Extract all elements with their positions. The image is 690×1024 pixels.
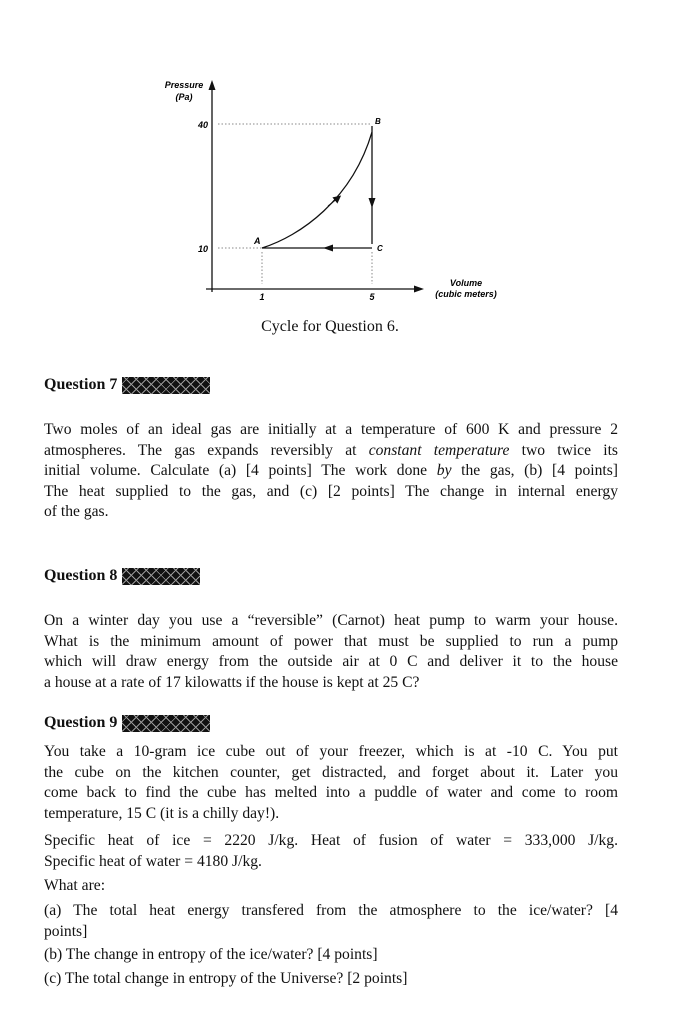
q9-line-3: come back to find the cube has melted into a puddle of water and come to room <box>44 784 618 801</box>
question-9-constants <box>44 831 618 872</box>
x-axis-label-2: (cubic meters) <box>435 289 497 299</box>
question-9-body <box>44 742 618 824</box>
q9-line-2: the cube on the kitchen counter, get distracted, and forget about it. Later you <box>44 763 618 781</box>
pv-diagram <box>0 0 690 360</box>
x-tick-5: 5 <box>369 292 375 302</box>
question-8-title: Question 8 <box>44 567 118 584</box>
redacted-points <box>122 377 210 394</box>
redacted-points <box>122 568 200 585</box>
y-tick-40: 40 <box>198 120 209 130</box>
point-a-label: A <box>254 236 261 246</box>
point-b-label: B <box>375 117 381 126</box>
x-axis-arrow <box>414 286 424 293</box>
question-8-heading <box>44 567 200 585</box>
curve-arrow <box>328 198 338 206</box>
y-axis-label-2: (Pa) <box>175 92 193 102</box>
q7-line-1: Two moles of an ideal gas are initially at a temperature of 600 K and pressure 2 <box>44 421 618 438</box>
x-axis-label-1: Volume <box>449 278 483 288</box>
q9-specific-heat-line: Specific heat of ice = 2220 J/kg. Heat of fusion of water = 333,000 J/kg. <box>44 832 618 849</box>
q8-line-1: On a winter day you use a “reversible” (Carnot) heat pump to warm your house. <box>44 612 618 629</box>
q9-line-4: temperature, 15 C (it is a chilly day!). <box>44 804 280 822</box>
point-c-label: C <box>377 244 383 253</box>
q9-what-are: What are: <box>44 877 106 894</box>
arrow-left <box>323 245 333 252</box>
q9-line-1: You take a 10-gram ice cube out of your freezer, which is at -10 C. You put <box>44 743 618 760</box>
y-axis-label-1: Pressure <box>164 80 204 90</box>
curve-a-to-b <box>262 132 372 248</box>
question-9-heading <box>44 714 210 732</box>
q8-line-2: What is the minimum amount of power that must be supplied to run a pump <box>44 632 618 650</box>
x-tick-1: 1 <box>259 292 265 302</box>
q7-line-5: of the gas. <box>44 503 109 520</box>
q9-part-a-line-1: (a) The total heat energy transfered from the atmosphere to the ice/water? [4 <box>44 902 618 919</box>
question-8-body <box>44 611 618 693</box>
y-axis-arrow <box>209 80 216 90</box>
q8-line-3: which will draw energy from the outside air at 0 C and deliver it to the house <box>44 653 618 670</box>
q8-line-4: a house at a rate of 17 kilowatts if the house is kept at 25 C? <box>44 673 420 691</box>
y-tick-10: 10 <box>198 244 209 254</box>
q7-line-2: atmospheres. The gas expands reversibly at constant temperature two twice its <box>44 441 618 459</box>
question-7-title: Question 7 <box>44 376 118 393</box>
q7-line-4: The heat supplied to the gas, and (c) [2 points] The change in internal energy <box>44 482 618 500</box>
question-7-body <box>44 420 618 523</box>
q9-part-c: (c) The total change in entropy of the Universe? [2 points] <box>44 970 408 987</box>
q9-water-heat-line: Specific heat of water = 4180 J/kg. <box>44 852 262 870</box>
question-9-title: Question 9 <box>44 714 118 731</box>
arrow-down <box>369 198 376 208</box>
question-7-heading <box>44 376 210 394</box>
redacted-points <box>122 715 210 732</box>
q9-part-a-line-2: points] <box>44 922 88 940</box>
q7-line-3: initial volume. Calculate (a) [4 points] The work done by the gas, (b) [4 points] <box>44 462 618 479</box>
pv-diagram-svg <box>0 0 690 360</box>
q9-part-a <box>44 901 618 942</box>
figure-caption: Cycle for Question 6. <box>261 318 399 335</box>
q9-part-b: (b) The change in entropy of the ice/water? [4 points] <box>44 946 378 963</box>
